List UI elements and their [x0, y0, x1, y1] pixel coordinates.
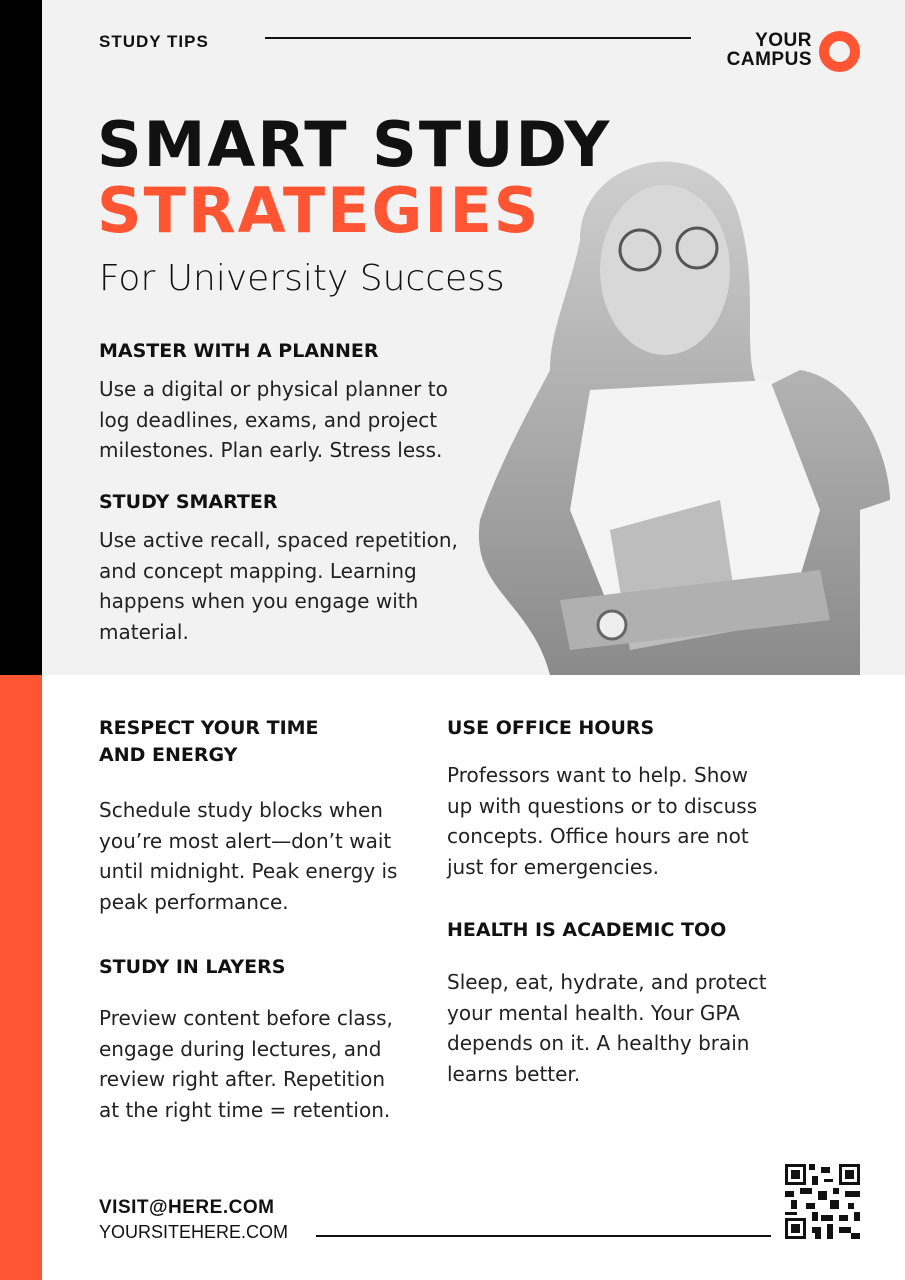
- contact-email[interactable]: VISIT@HERE.COM: [99, 1197, 275, 1218]
- section-heading: MASTER WITH A PLANNER: [99, 340, 379, 362]
- left-bar-orange: [0, 675, 42, 1280]
- qr-code-icon: [785, 1164, 860, 1239]
- section-body: Use active recall, spaced repetition, and concept mapping. Learning happens when you engage with material.: [99, 528, 458, 644]
- section-heading: STUDY SMARTER: [99, 491, 278, 513]
- footer-divider: [316, 1235, 771, 1237]
- section-body: Use a digital or physical planner to log deadlines, exams, and project milestones. Plan early. Stress less.: [99, 377, 448, 462]
- section-body: Schedule study blocks when you’re most alert—don’t wait until midnight. Peak energy is peak performance.: [99, 798, 398, 914]
- logo-line2: CAMPUS: [726, 49, 812, 70]
- section-heading: RESPECT YOUR TIME AND ENERGY: [99, 717, 319, 766]
- logo-line1: YOUR: [755, 30, 812, 51]
- section-tag: STUDY TIPS: [99, 32, 209, 51]
- divider: [265, 37, 691, 39]
- logo-ring-icon: [819, 31, 860, 72]
- title-line2: STRATEGIES: [97, 174, 541, 247]
- contact-website[interactable]: YOURSITEHERE.COM: [99, 1222, 289, 1242]
- logo-text: [716, 31, 812, 69]
- section-heading: STUDY IN LAYERS: [99, 956, 286, 978]
- section-body: Sleep, eat, hydrate, and protect your mental health. Your GPA depends on it. A healthy brain learns better.: [447, 970, 767, 1086]
- section-heading: USE OFFICE HOURS: [447, 717, 655, 739]
- left-bar-black: [0, 0, 42, 675]
- subtitle: For University Success: [99, 258, 505, 299]
- section-body: Professors want to help. Show up with questions or to discuss concepts. Office hours are not just for emergencies.: [447, 763, 758, 879]
- section-body: Preview content before class, engage during lectures, and review right after. Repetition at the right time = retention.: [99, 1006, 393, 1122]
- section-heading: HEALTH IS ACADEMIC TOO: [447, 919, 727, 941]
- title-line1: SMART STUDY: [97, 108, 612, 181]
